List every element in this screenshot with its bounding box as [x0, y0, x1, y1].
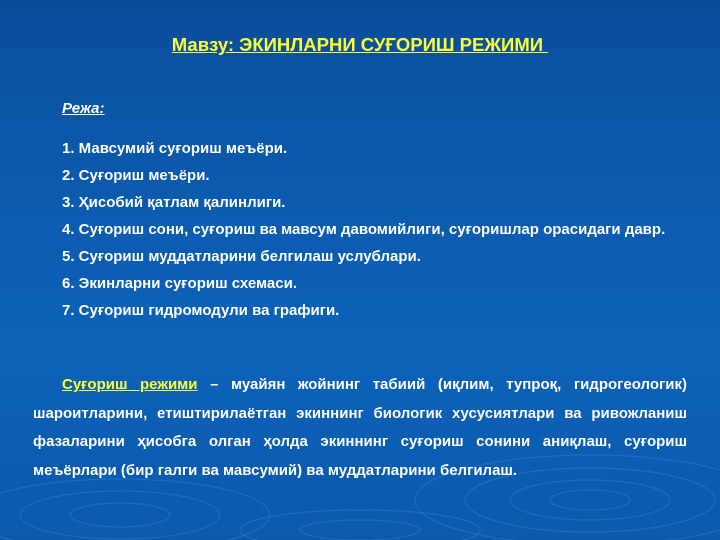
plan-item: 4. Суғориш сони, суғориш ва мавсум давомийлиги, суғоришлар орасидаги давр.	[62, 221, 666, 238]
plan-item: 3. Ҳисобий қатлам қалинлиги.	[62, 194, 286, 211]
plan-item: 1. Мавсумий суғориш меъёри.	[62, 140, 288, 157]
plan-label: Режа:	[62, 100, 105, 117]
slide-title: Мавзу: ЭКИНЛАРНИ СУҒОРИШ РЕЖИМИ	[171, 34, 549, 55]
definition-text: – муайян жойнинг табиий (иқлим, тупроқ, гидрогеологик) шароитларини, етиштирилаётган экиннинг биологик хусусиятлари ва ривожланиш фазаларини ҳисобга олган ҳолда экиннинг суғориш сонини аниқлаш, суғориш меъёрлари (бир галги ва мавсумий) ва муддатларини белгилаш.	[33, 376, 687, 479]
definition-paragraph	[33, 371, 687, 485]
plan-item: 7. Суғориш гидромодули ва графиги.	[62, 302, 340, 319]
definition-term: Суғориш режими	[62, 376, 198, 393]
plan-item: 5. Суғориш муддатларини белгилаш услублари.	[62, 248, 421, 265]
plan-list	[33, 139, 687, 328]
plan-item: 2. Суғориш меъёри.	[62, 167, 210, 184]
plan-item: 6. Экинларни суғориш схемаси.	[62, 275, 297, 292]
